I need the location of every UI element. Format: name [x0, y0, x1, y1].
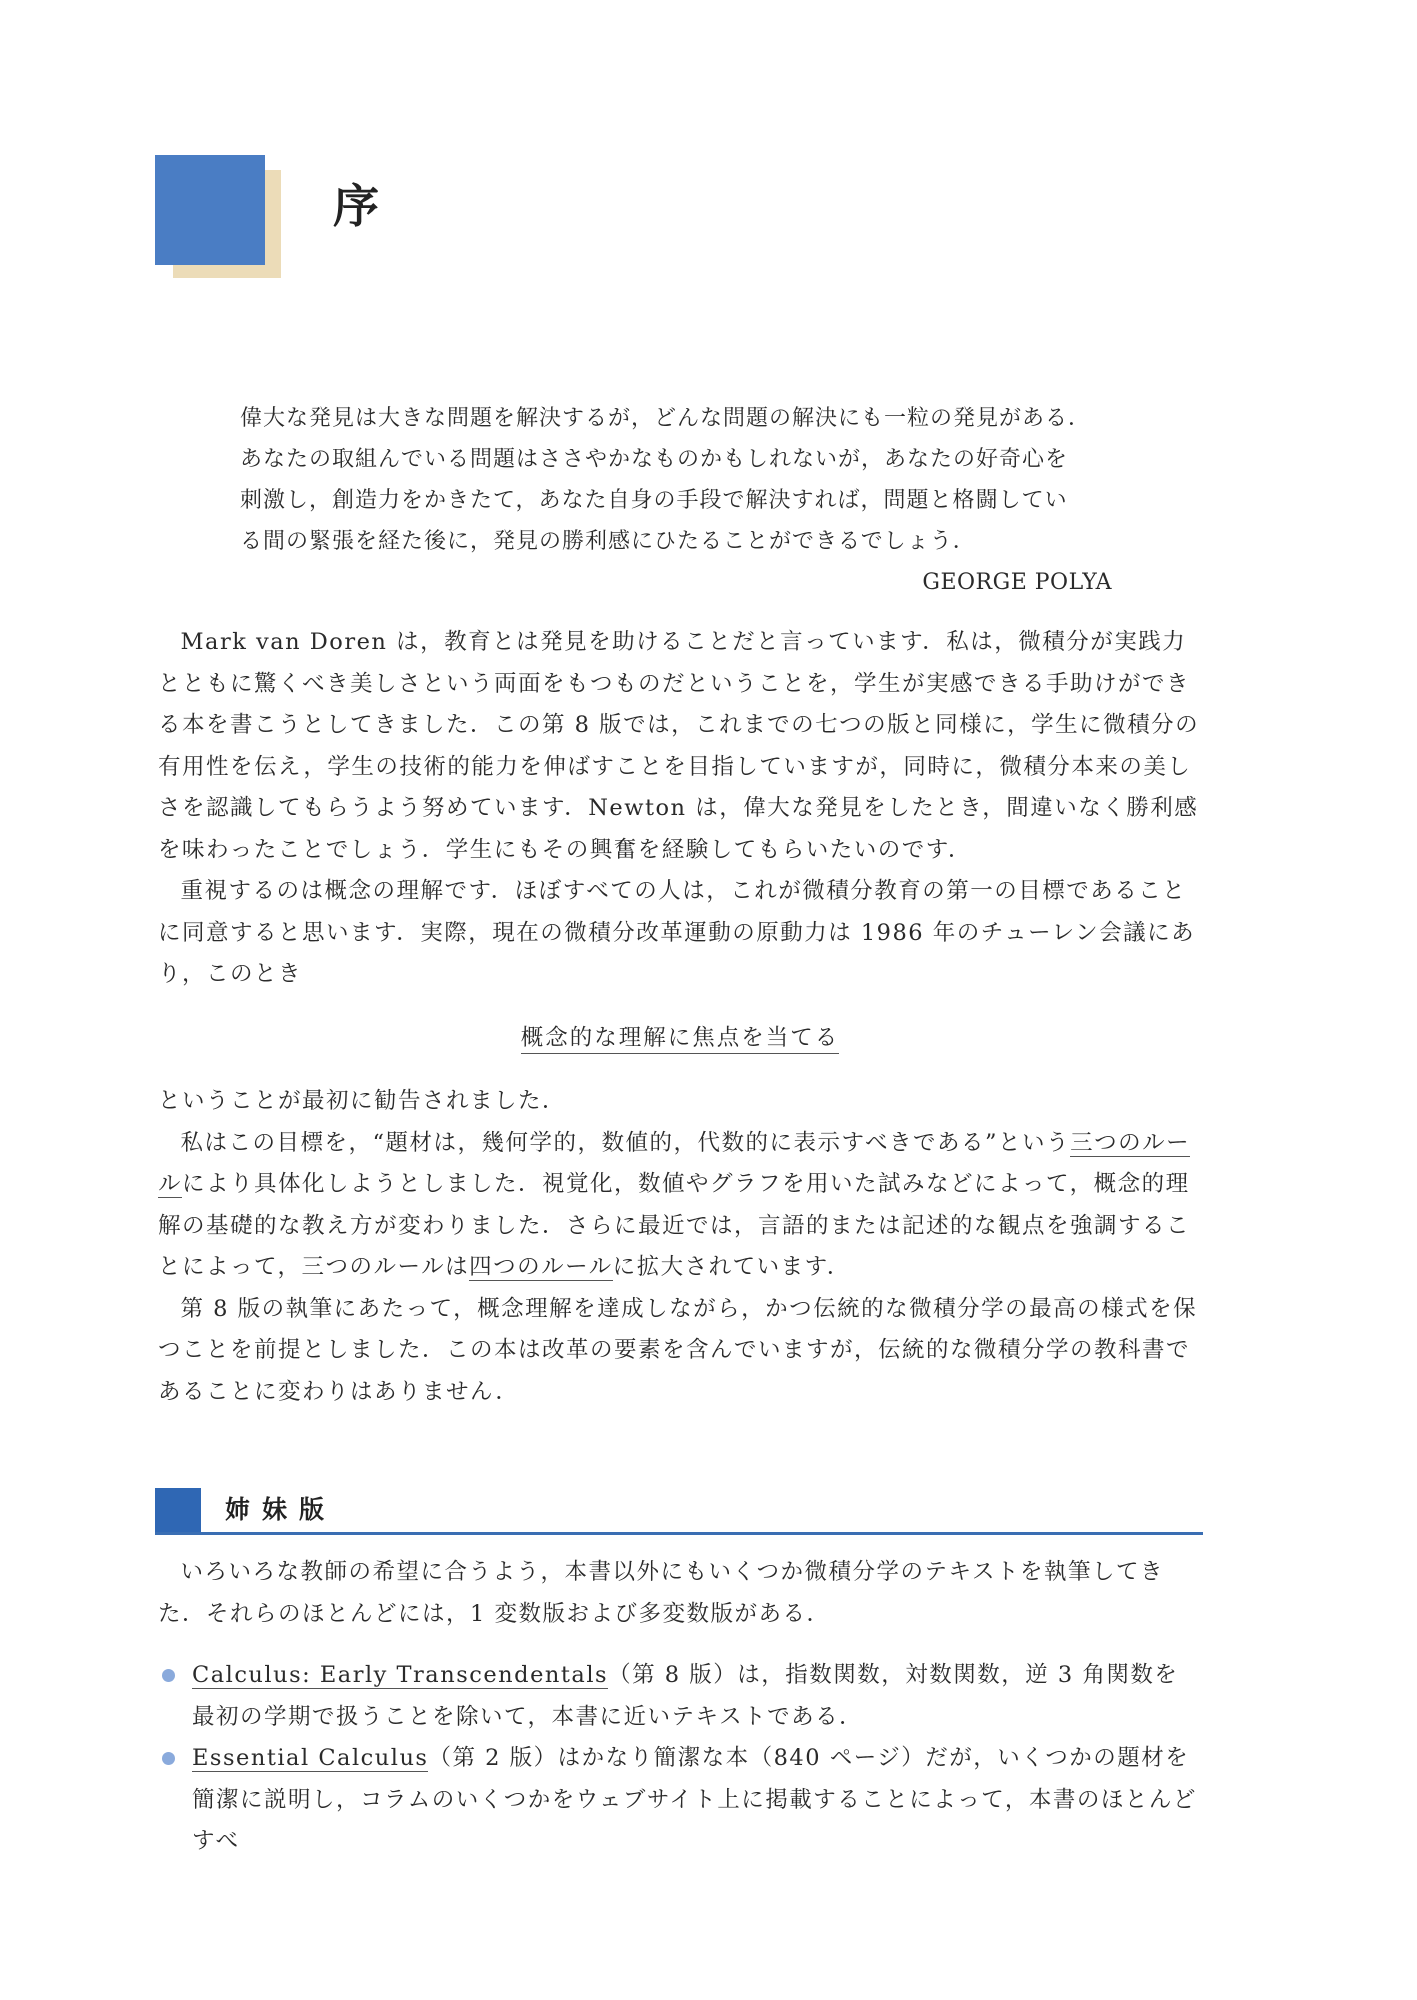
- book-title: Calculus: Early Transcendentals: [192, 1662, 609, 1688]
- edition-list: [158, 1655, 1202, 1863]
- bullet-icon: [162, 1752, 175, 1765]
- epigraph-line: 偉大な発見は大きな問題を解決するが，どんな問題の解決にも一粒の発見がある．: [240, 406, 1092, 431]
- epigraph-line: る間の緊張を経た後に，発見の勝利感にひたることができるでしょう．: [240, 529, 976, 554]
- term-four-rules: 四つのルール: [469, 1254, 613, 1280]
- paragraph-text: 私はこの目標を，“題材は，幾何学的，数値的，代数的に表示すべきである”という: [180, 1129, 1071, 1156]
- epigraph-author: GEORGE POLYA: [922, 570, 1112, 595]
- section-body: [158, 1552, 1202, 1863]
- term-three-rules: 三つのルール: [158, 1129, 1191, 1197]
- list-item: [158, 1655, 1202, 1738]
- section-heading-label: 姉妹版: [225, 1495, 337, 1524]
- paragraph-text: により具体化しようとしました．視覚化，数値やグラフを用いた試みなどによって，概念的理解の基礎的な教え方が変わりました．さらに最近では，言語的または記述的な観点を強調することによって，三つのルールは: [158, 1171, 1191, 1280]
- epigraph-line: あなたの取組んでいる問題はささやかなものかもしれないが，あなたの好奇心を: [240, 447, 1069, 472]
- paragraph: [158, 1123, 1202, 1289]
- paragraph: いろいろな教師の希望に合うよう，本書以外にもいくつか微積分学のテキストを執筆してきた．それらのほとんどには，1 変数版および多変数版がある．: [158, 1559, 1165, 1627]
- book-title: Essential Calculus: [192, 1745, 429, 1771]
- paragraph: 重視するのは概念の理解です．ほぼすべての人は，これが微積分教育の第一の目標であることに同意すると思います．実際，現在の微積分改革運動の原動力は 1986 年のチューレン会議にあり，このとき: [158, 878, 1196, 987]
- chapter-title: 序: [333, 179, 379, 233]
- section-heading: [155, 1488, 1203, 1535]
- bullet-icon: [162, 1669, 175, 1682]
- highlight-statement: [158, 1018, 1202, 1060]
- chapter-decoration-front: [155, 155, 265, 265]
- paragraph: ということが最初に勧告されました．: [158, 1088, 567, 1114]
- paragraph-text: に拡大されています．: [612, 1254, 851, 1280]
- highlight-text: 概念的な理解に焦点を当てる: [521, 1025, 840, 1054]
- list-item: [158, 1738, 1202, 1863]
- epigraph: [240, 398, 1112, 603]
- list-item-text: （第 8 版）は，指数関数，対数関数，逆 3 角関数を最初の学期で扱うことを除いて，本書に近いテキストである．: [192, 1662, 1179, 1730]
- epigraph-line: 刺激し，創造力をかきたて，あなた自身の手段で解決すれば，問題と格闘してい: [240, 488, 1068, 513]
- section-heading-bar: [155, 1488, 201, 1532]
- preface-body: [158, 622, 1202, 1413]
- list-item-text: （第 2 版）はかなり簡潔な本（840 ページ）だが，いくつかの題材を簡潔に説明し，コラムのいくつかをウェブサイト上に掲載することによって，本書のほとんどすべ: [192, 1745, 1197, 1854]
- paragraph: 第 8 版の執筆にあたって，概念理解を達成しながら，かつ伝統的な微積分学の最高の様式を保つことを前提としました．この本は改革の要素を含んでいますが，伝統的な微積分学の教科書であることに変わりはありません．: [158, 1295, 1198, 1405]
- paragraph: Mark van Doren は，教育とは発見を助けることだと言っています．私は，微積分が実践力とともに驚くべき美しさという両面をもつものだということを，学生が実感できる手助けができる本を書こうとしてきました．この第 8 版では，これまでの七つの版と同様に，学生に微積分の有用性を伝え，学生の技術的能力を伸ばすことを目指していますが，同時に，微積分本来の美しさを認識してもらうよう努めています．Newton は，偉大な発見をしたとき，間違いなく勝利感を味わったことでしょう．学生にもその興奮を経験してもらいたいのです．: [158, 629, 1200, 863]
